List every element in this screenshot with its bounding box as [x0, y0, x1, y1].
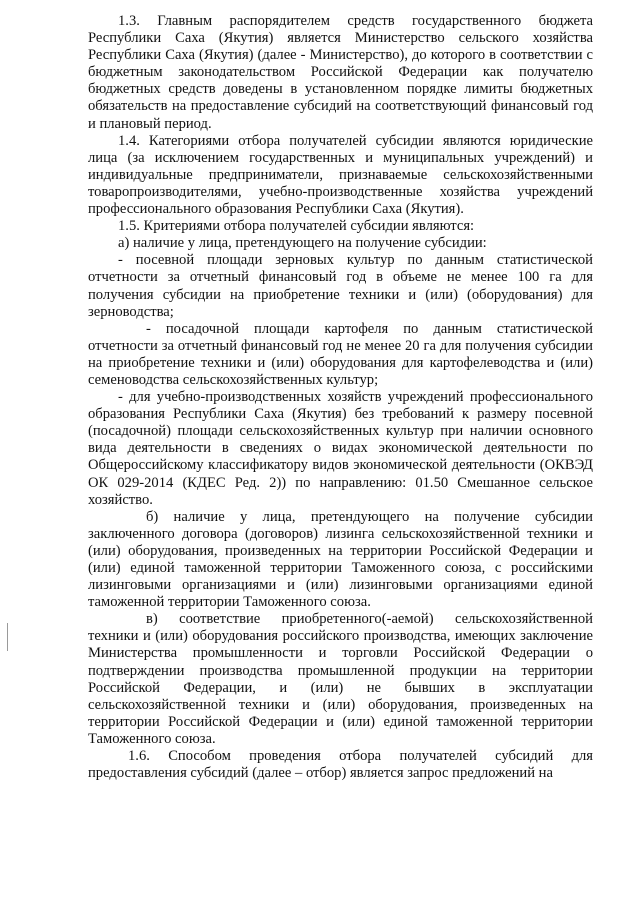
paragraph-1-6: 1.6. Способом проведения отбора получателей субсидий для предоставления субсидий (далее – отбор) является запрос предложений на — [88, 748, 593, 782]
paragraph-1-3: 1.3. Главным распорядителем средств государственного бюджета Республики Саха (Якутия) является Министерство сельского хозяйства Республики Саха (Якутия) (далее - Министерство), до которого в соответствии с бюджетным законодательством Российской Федерации как получателю бюджетных средств доведены в установленном порядке лимиты бюджетных обязательств на предоставление субсидий на соответствующий финансовый год и плановый период. — [88, 13, 593, 132]
paragraph-criterion-c: в) соответствие приобретенного(-аемой) сельскохозяйственной техники и (или) оборудования российского производства, имеющих заключение Министерства промышленности и торговли Российской Федерации о подтверждении производства промышленной продукции на территории Российской Федерации, и (или) не бывших в эксплуатации сельскохозяйственной техники и (или) оборудования, произведенных на территории Российской Федерации и (или) единой таможенной территории Таможенного союза. — [88, 611, 593, 747]
paragraph-potato-area: - посадочной площади картофеля по данным статистической отчетности за отчетный финансовый год не менее 20 га для получения субсидии на приобретение техники и (или) оборудования для картофелеводства и (или) семеноводства сельскохозяйственных культур; — [88, 320, 593, 388]
paragraph-grain-area: - посевной площади зерновых культур по данным статистической отчетности за отчетный финансовый год в объеме не менее 100 га для получения субсидии на приобретение техники и (или) (оборудования) для зерноводства; — [88, 252, 593, 320]
paragraph-training-farms: - для учебно-производственных хозяйств учреждений профессионального образования Республики Саха (Якутия) без требований к размеру посевной (посадочной) площади сельскохозяйственных культур при наличии основного вида деятельности в сведениях о видах экономической деятельности по Общероссийскому классификатору видов экономической деятельности (ОКВЭД ОК 029-2014 (КДЕС Ред. 2)) по направлению: 01.50 Смешанное сельское хозяйство. — [88, 389, 593, 508]
paragraph-1-4: 1.4. Категориями отбора получателей субсидии являются юридические лица (за исключением государственных и муниципальных учреждений) и индивидуальные предприниматели, признаваемые сельскохозяйственными товаропроизводителями, учебно-производственные хозяйства учреждений профессионального образования Республики Саха (Якутия). — [88, 132, 593, 218]
scan-margin-mark — [7, 623, 8, 651]
paragraph-1-5: 1.5. Критериями отбора получателей субсидии являются: — [118, 218, 475, 235]
paragraph-criterion-b: б) наличие у лица, претендующего на получение субсидии заключенного договора (договоров) лизинга сельскохозяйственной техники и (или) оборудования, произведенных на территории Российской Федерации и (или) единой таможенной территории Таможенного союза, с российскими лизинговыми организациями и (или) лизинговыми организациями единой таможенной территории Таможенного союза. — [88, 508, 593, 611]
document-page — [88, 13, 593, 782]
paragraph-criterion-a: а) наличие у лица, претендующего на получение субсидии: — [118, 235, 487, 252]
